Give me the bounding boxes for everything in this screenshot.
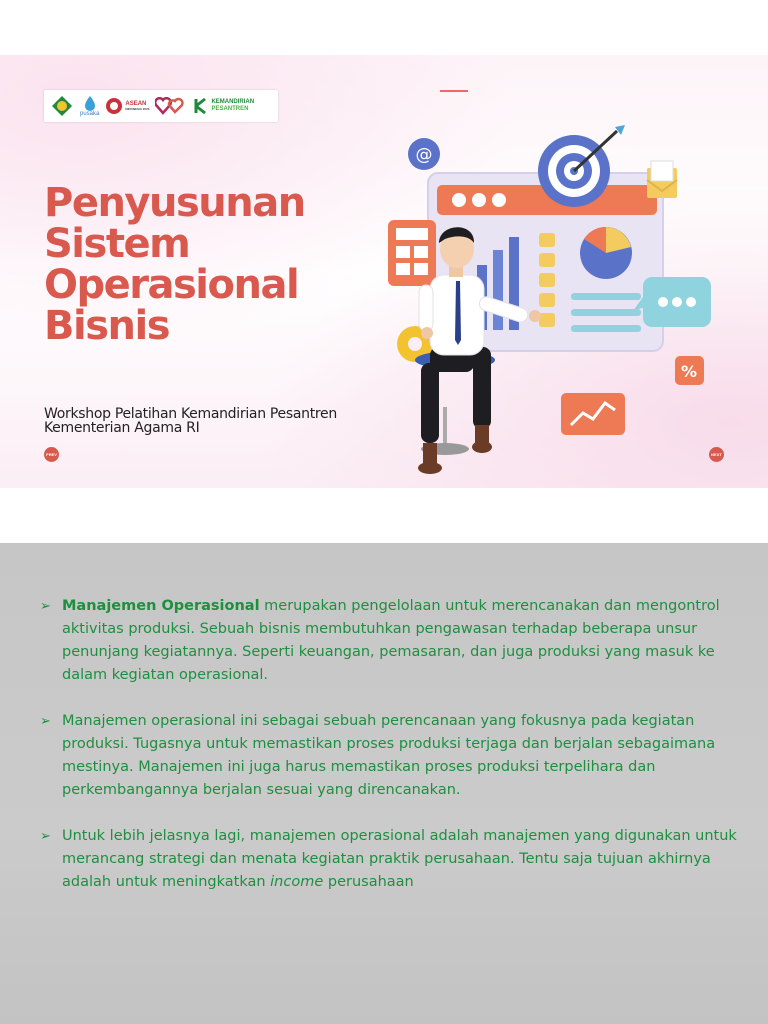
slide-subtitle: Workshop Pelatihan Kemandirian Pesantren Kementerian Agama RI xyxy=(44,406,337,436)
bullet-item: ➢ Manajemen operasional ini sebagai sebuah perencanaan yang fokusnya pada kegiatan produksi. Tugasnya untuk memastikan proses produksi terjaga dan berjalan sebagaimana mestinya. Manajemen ini juga harus memastikan proses produksi terpelihara dan perkembangannya berjalan sesuai yang direncanakan. xyxy=(40,710,740,802)
kemandirian-pesantren-logo: KEMANDIRIAN PESANTREN xyxy=(193,97,254,115)
svg-text:@: @ xyxy=(415,145,433,165)
kemenag-logo xyxy=(50,94,74,118)
title-slide xyxy=(0,55,768,488)
arrow-bullet-icon: ➢ xyxy=(40,714,51,729)
bold-term: Manajemen Operasional xyxy=(62,598,260,614)
content-slide xyxy=(0,543,768,1024)
decorative-dash xyxy=(440,90,468,92)
italic-term: income xyxy=(270,874,324,890)
logo-strip xyxy=(44,90,278,122)
slide-title: Penyusunan Sistem Operasional Bisnis xyxy=(44,180,305,349)
heart-logo xyxy=(155,97,187,115)
svg-text:%: % xyxy=(680,362,698,381)
business-analytics-illustration xyxy=(385,125,720,488)
bullet-item: ➢ Untuk lebih jelasnya lagi, manajemen operasional adalah manajemen yang digunakan untuk merancang strategi dan menata kegiatan praktik perusahaan. Tentu saja tujuan akhirnya adalah untuk meningkatkan income perusahaan xyxy=(40,825,740,894)
prev-button[interactable]: PREV xyxy=(44,447,59,462)
bullet-list xyxy=(40,595,740,917)
pusaka-logo: pusaka xyxy=(80,95,99,118)
next-button[interactable]: NEXT xyxy=(709,447,724,462)
asean-logo: ASEAN INDONESIA 2023 xyxy=(105,97,149,115)
arrow-bullet-icon: ➢ xyxy=(40,829,51,844)
bullet-item: ➢ Manajemen Operasional merupakan pengelolaan untuk merencanakan dan mengontrol aktivitas produksi. Sebuah bisnis membutuhkan pengawasan terhadap beberapa unsur penunjang kegiatannya. Seperti keuangan, pemasaran, dan juga produksi yang masuk ke dalam kegiatan operasional. xyxy=(40,595,740,687)
line-chart-card-icon xyxy=(561,393,625,435)
arrow-bullet-icon: ➢ xyxy=(40,599,51,614)
